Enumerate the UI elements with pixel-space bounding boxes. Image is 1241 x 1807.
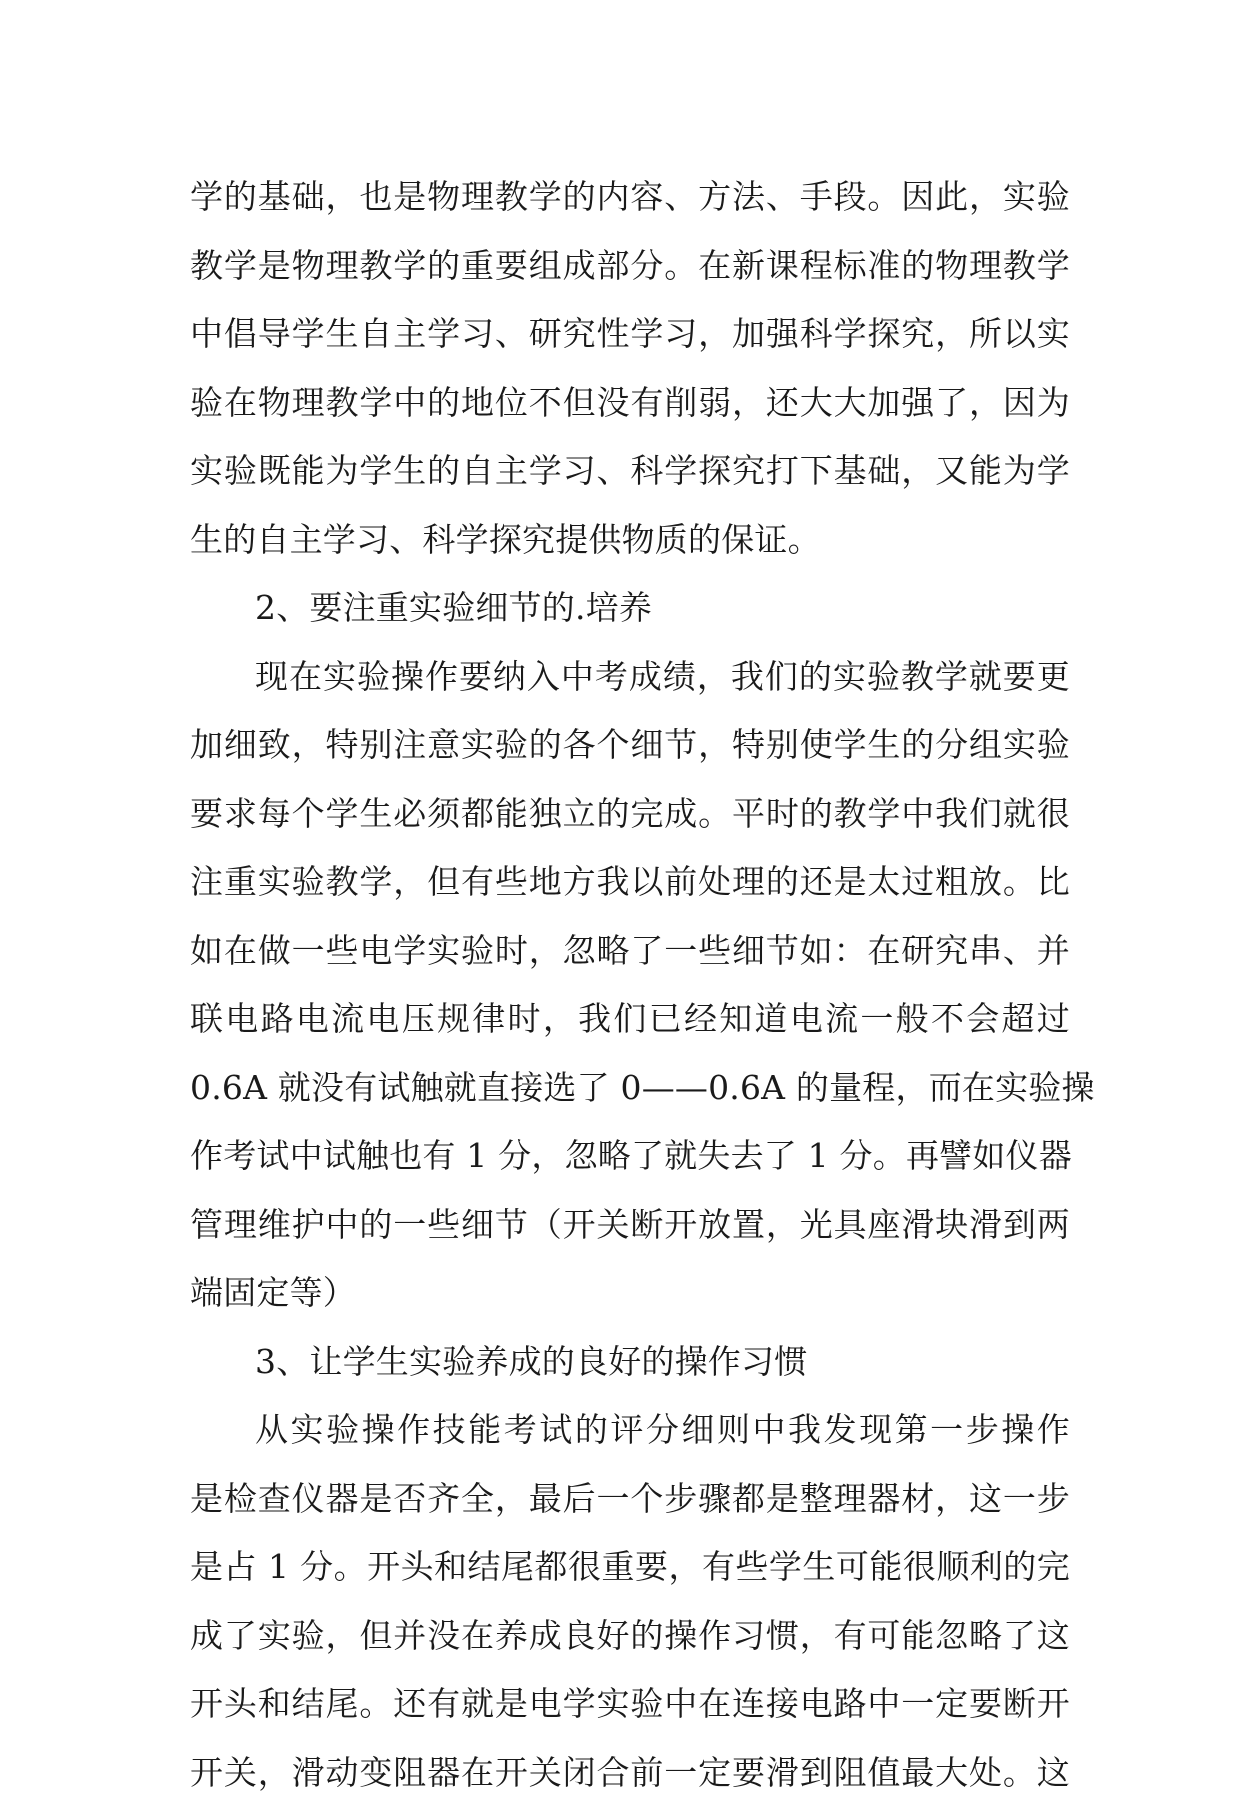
text-line: 实验既能为学生的自主学习、科学探究打下基础，又能为学 (190, 437, 1070, 506)
text-line: 现在实验操作要纳入中考成绩，我们的实验教学就要更 (190, 643, 1070, 712)
text-line: 是检查仪器是否齐全，最后一个步骤都是整理器材，这一步 (190, 1465, 1070, 1534)
text-line: 联电路电流电压规律时，我们已经知道电流一般不会超过 (190, 985, 1070, 1054)
section-heading: 3、让学生实验养成的良好的操作习惯 (190, 1328, 1070, 1397)
text-line: 教学是物理教学的重要组成部分。在新课程标准的物理教学 (190, 232, 1070, 301)
text-line: 成了实验，但并没在养成良好的操作习惯，有可能忽略了这 (190, 1602, 1070, 1671)
text-line: 注重实验教学，但有些地方我以前处理的还是太过粗放。比 (190, 848, 1070, 917)
text-line: 作考试中试触也有 1 分，忽略了就失去了 1 分。再譬如仪器 (190, 1122, 1070, 1191)
text-line: 学的基础，也是物理教学的内容、方法、手段。因此，实验 (190, 163, 1070, 232)
text-line: 中倡导学生自主学习、研究性学习，加强科学探究，所以实 (190, 300, 1070, 369)
text-line: 是占 1 分。开头和结尾都很重要，有些学生可能很顺利的完 (190, 1533, 1070, 1602)
text-line: 生的自主学习、科学探究提供物质的保证。 (190, 506, 1070, 575)
text-line: 如在做一些电学实验时，忽略了一些细节如：在研究串、并 (190, 917, 1070, 986)
section-heading: 2、要注重实验细节的.培养 (190, 574, 1070, 643)
text-line: 管理维护中的一些细节（开关断开放置，光具座滑块滑到两 (190, 1191, 1070, 1260)
text-line: 从实验操作技能考试的评分细则中我发现第一步操作 (190, 1396, 1070, 1465)
text-line: 端固定等） (190, 1259, 1070, 1328)
text-line: 开关，滑动变阻器在开关闭合前一定要滑到阻值最大处。这 (190, 1739, 1070, 1807)
text-line: 开头和结尾。还有就是电学实验中在连接电路中一定要断开 (190, 1670, 1070, 1739)
text-line: 验在物理教学中的地位不但没有削弱，还大大加强了，因为 (190, 369, 1070, 438)
text-line: 0.6A 就没有试触就直接选了 0——0.6A 的量程，而在实验操 (190, 1054, 1070, 1123)
text-line: 加细致，特别注意实验的各个细节，特别使学生的分组实验 (190, 711, 1070, 780)
text-line: 要求每个学生必须都能独立的完成。平时的教学中我们就很 (190, 780, 1070, 849)
body-text (190, 163, 1070, 1807)
